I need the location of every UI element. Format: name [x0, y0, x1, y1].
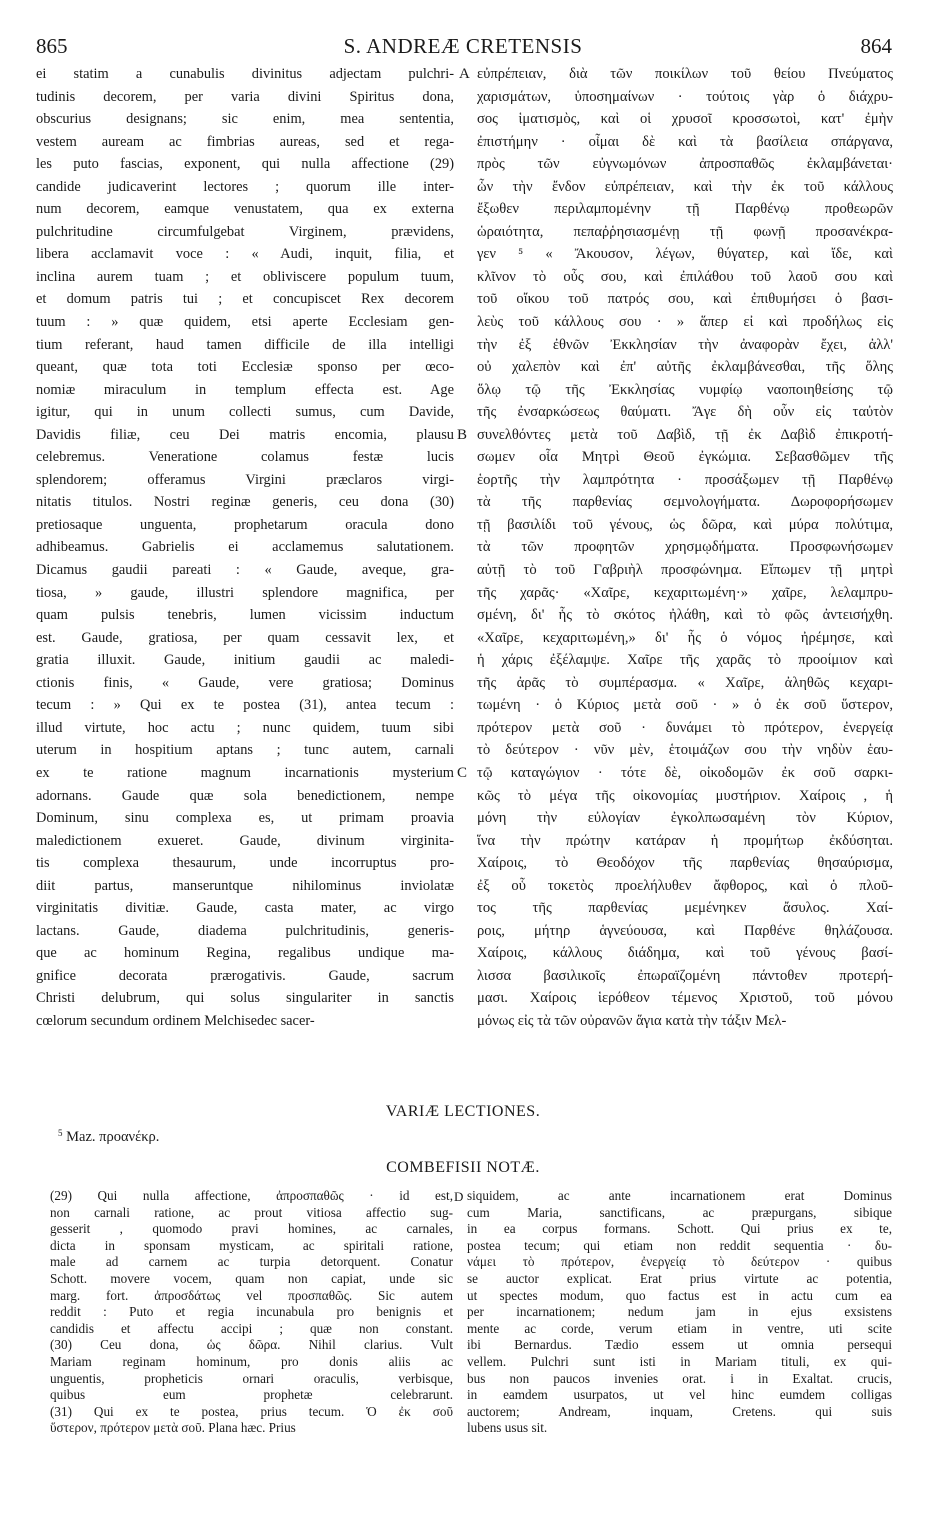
running-title: S. ANDREÆ CRETENSIS	[343, 34, 583, 58]
note-line: auctorem; Andream, inquam, Cretens. qui suis	[467, 1403, 892, 1419]
latin-text-line: Christi delubrum, qui solus singulariter in sanctis	[36, 990, 454, 1007]
latin-text-line: cœlorum secundum ordinem Melchisedec sacer-	[36, 1012, 315, 1029]
greek-text-line: εὐπρέπειαν, διὰ τῶν ποικίλων τοῦ θείου Πνεύματος	[477, 66, 893, 82]
note-line: in eamdem usurpatos, ut vel hinc eumdem colligas	[467, 1387, 892, 1403]
latin-text-line: Davidis filiæ, ceu Dei matris encomia, plausu	[36, 426, 454, 443]
latin-text-line: Dicamus gaudii pareati : « Gaude, aveque, gra-	[36, 562, 454, 579]
latin-text-column	[36, 63, 454, 1033]
note-line: unguentis, propheticis ornari oraculis, verbisque,	[50, 1370, 453, 1386]
note-line: bus non paucos invenies orat. i in Exaltat. crucis,	[467, 1370, 892, 1386]
latin-text-line: nitatis titulos. Nostri reginæ generis, ceu dona (30)	[36, 494, 454, 511]
note-line: Schott. movere vocem, quam non capiat, unde sic	[50, 1270, 453, 1286]
greek-text-line: τῆς ἐνσαρκώσεως θαύματι. Ἄγε δὴ οὖν εἰς ταὐτὸν	[477, 404, 893, 421]
latin-text-line: illud virtute, hoc actu ; nunc quidem, tuum sibi	[36, 719, 454, 736]
note-line: per incarnationem; nedum jam in ejus exsistens	[467, 1304, 892, 1320]
latin-text-line: et domum patris tui ; et concupiscet Rex decorem	[36, 291, 454, 308]
note-line: Mariam reginam hominum, pro donis aliis ac	[50, 1353, 453, 1369]
latin-text-line: adhibeamus. Gabrielis ei acclamemus salutationem.	[36, 539, 454, 556]
latin-text-line: nomiæ miraculum in templum effecta est. Age	[36, 381, 454, 398]
greek-text-line: τῆς χαρᾶς· «Χαῖρε, κεχαριτωμένη·» χαῖρε, λελαμπρυ-	[477, 584, 893, 601]
note-line: lubens usus sit.	[467, 1420, 548, 1436]
latin-text-line: ei statim a cunabulis divinitus adjectam pulchri-	[36, 66, 454, 82]
greek-text-line: ἐξ οὗ τοκετὸς προελήλυθεν ἄφθορος, καὶ ὁ πλοῦ-	[477, 877, 893, 894]
note-line: dicta in sponsam mysticam, ac spiritali ratione,	[50, 1237, 453, 1253]
latin-text-line: tecum : » Qui ex te postea (31), antea tecum :	[36, 697, 454, 714]
note-line: (30) Ceu dona, ὡς δῶρα. Nihil clarius. Vult	[50, 1337, 453, 1353]
greek-text-line: συνελθόντες μετὰ τοῦ Δαβὶδ, τῇ ἐκ Δαβὶδ ἐπικροτή-	[477, 426, 893, 443]
greek-text-line: ἵνα τὴν πρώτην κατάραν ἡ προμήτωρ ἐκδύσηται.	[477, 832, 893, 849]
latin-text-line: vestem auream ac fimbrias aureas, sed et rega-	[36, 133, 454, 150]
note-line: se auctor explicat. Erat prius virtute ac potentia,	[467, 1270, 892, 1286]
greek-text-line: τὰ τῶν προφητῶν χρησμῳδήματα. Προσφωνήσωμεν	[477, 539, 893, 556]
note-line: reddit : Puto et regia incunabula pro benignis et	[50, 1304, 453, 1320]
greek-text-line: αὐτῇ τὸ τοῦ Γαβριὴλ προσφώνημα. Εἴπωμεν τῇ μητρὶ	[477, 562, 893, 579]
note-line: cum Maria, sanctificans, ac præpurgans, sibique	[467, 1204, 892, 1220]
latin-text-line: libera acclamavit voce : « Audi, inquit, filia, et	[36, 246, 454, 263]
margin-letter-a: A	[459, 66, 470, 82]
greek-text-line: ἔξωθεν περιλαμπομένην τῇ Παρθένῳ προθεωρῶν	[477, 201, 893, 218]
greek-text-line: τὸ δεύτερον · νῦν μὲν, ἑτοιμάζων σου τὴν νηδὺν ἑαυ-	[477, 742, 893, 759]
notes-right-column	[467, 1188, 892, 1437]
greek-text-line: πρὸς τῶν εὐγνωμόνων ἀπροσπαθῶς ἐκλαμβάνεται·	[477, 156, 893, 173]
latin-text-line: adornans. Gaude quæ sola benedictionem, nempe	[36, 787, 454, 804]
note-line: gesserit , quomodo pravi homines, ac carnales,	[50, 1221, 453, 1237]
latin-text-line: quam pulsis tenebris, lumen vicissim inductum	[36, 607, 454, 624]
greek-text-line: τὰ τῆς παρθενίας σεμνολογήματα. Δωροφορήσωμεν	[477, 494, 893, 511]
latin-text-line: ex te ratione magnum incarnationis mysterium	[36, 764, 454, 781]
note-line: ut spectes modum, quo factus est in actu cum ea	[467, 1287, 892, 1303]
latin-text-line: splendorem; offeramus Virgini præclaros virgi-	[36, 471, 454, 488]
greek-text-line: ἑορτῆς τὴν λαμπρότητα · προσάξωμεν τῇ Παρθένῳ	[477, 471, 893, 488]
page-number-left: 865	[36, 34, 68, 58]
variae-lectiones-heading: VARIÆ LECTIONES.	[385, 1103, 541, 1120]
greek-text-line: τοῦ οἴκου τοῦ πατρός σου, καὶ ἐπιθυμήσει ὁ βασι-	[477, 291, 893, 308]
greek-text-line: μόνως εἰς τὰ τῶν οὐρανῶν ἅγια κατὰ τὴν τάξιν Μελ-	[477, 1012, 787, 1029]
greek-text-line: οὐ χαλεπὸν καὶ ἐπ' αὐτῆς ἐκλαμβάνεσθαι, τῆς ὅλης	[477, 359, 893, 376]
greek-text-line: τῷ καταγώγιον · τότε δὲ, οἰκοδομῶν ἐκ σοῦ σαρκι-	[477, 764, 893, 781]
note-line: quibus eum prophetæ celebrarunt.	[50, 1387, 453, 1403]
greek-text-line: σος ἱματισμὸς, καὶ οἱ χρυσοῖ κροσσωτοὶ, κατ' ἐμὴν	[477, 111, 893, 128]
latin-text-line: gnifice decorata prærogativis. Gaude, sacrum	[36, 967, 454, 984]
greek-text-line: τος τῆς παρθενίας μεμένηκεν ἄσυλος. Χαί-	[477, 900, 893, 917]
greek-text-line: μασι. Χαίροις ἱερόθεον τέμενος Χριστοῦ, τοῦ μόνου	[477, 990, 893, 1007]
notes-left-column	[50, 1188, 453, 1437]
latin-text-line: celebremus. Veneratione colamus festæ lucis	[36, 449, 454, 466]
latin-text-line: les puto fascias, exponent, qui nulla affectione (29)	[36, 156, 454, 173]
note-line: νάμει τὸ πρότερον, ἐνεργείᾳ τὸ δεύτερον · quibus	[467, 1254, 892, 1270]
variant-note-marker: 5	[58, 1128, 63, 1138]
greek-text-line: Χαίροις, τὸ Θεοδόχον τῆς παρθενίας θησαύρισμα,	[477, 855, 893, 872]
note-line: ibi Bernardus. Tædio essem ut omnia persequi	[467, 1337, 892, 1353]
latin-text-line: diit partus, manseruntque nihilominus inviolatæ	[36, 877, 454, 894]
note-line: in ea corpus formans. Schott. Qui prius ex te,	[467, 1221, 892, 1237]
greek-text-column	[477, 63, 893, 1033]
note-line: male ad carnem ac turpia detorquent. Conatur	[50, 1254, 453, 1270]
greek-text-line: λεὺς τοῦ κάλλους σου · » ἅπερ εἰ καὶ προδήλως εἰς	[477, 314, 893, 331]
latin-text-line: que ac hominum Regina, regalibus undique ma-	[36, 945, 454, 962]
greek-text-line: ὧν τὴν ἔνδον εὐπρέπειαν, καὶ τὴν ἐκ τοῦ κάλλους	[477, 178, 893, 195]
latin-text-line: pretiosaque unguenta, prophetarum oracula dono	[36, 516, 454, 533]
greek-text-line: κλῖνον τὸ οὖς σου, καὶ ἐπιλάθου τοῦ λαοῦ σου καὶ	[477, 268, 893, 285]
note-line: ὕστερον, πρότερον μετὰ σοῦ. Plana hæc. Prius	[50, 1420, 296, 1436]
greek-text-line: Χαίροις, κάλλους διάδημα, καὶ τοῦ γένους βασί-	[477, 945, 893, 962]
note-line: non carnali ratione, ac prout vitiosa affectio sug-	[50, 1204, 453, 1220]
greek-text-line: ὅλῳ τῷ τῆς Ἐκκλησίας νυμφίῳ ναοποιηθείσης τῷ	[477, 381, 893, 398]
note-line: (31) Qui ex te postea, prius tecum. Ὁ ἐκ σοῦ	[50, 1403, 453, 1419]
greek-text-line: ἡ χάρις ἐξέλαμψε. Χαῖρε τῆς χαρᾶς τὸ προοίμιον καὶ	[477, 652, 893, 669]
greek-text-line: ὡραιότητα, πεπαῤῥησιασμένῃ τῇ φωνῇ προσανέκρα-	[477, 223, 893, 240]
page-number-right: 864	[860, 34, 892, 58]
greek-text-line: τωμένη · ὁ Κύριος μετὰ σοῦ · » ὁ ἐκ σοῦ ὕστερον,	[477, 697, 893, 714]
latin-text-line: obscurius designans; sic enim, mea sententia,	[36, 111, 454, 128]
greek-text-line: κῶς τὸ μέγα τῆς οἰκονομίας μυστήριον. Χαίροις , ἡ	[477, 787, 893, 804]
greek-text-line: ροις, μήτηρ ἁγνεύουσα, καὶ Παρθένε θηλάζουσα.	[477, 922, 893, 939]
latin-text-line: candide judicaverint lectores ; quorum ille inter-	[36, 178, 454, 195]
greek-text-line: τῆς ἀρᾶς τὸ συμπέρασμα. « Χαῖρε, ἀληθῶς κεχαρι-	[477, 674, 893, 691]
greek-text-line: γεν ⁵ « Ἄκουσον, λέγων, θύγατερ, καὶ ἴδε, καὶ	[477, 246, 893, 263]
variant-note-text: Maz. προανέκρ.	[66, 1129, 160, 1145]
latin-text-line: tis complexa thesaurum, unde incorruptus pro-	[36, 855, 454, 872]
margin-letter-b: B	[457, 427, 468, 443]
latin-text-line: igitur, qui in unum collecti sumus, cum Davide,	[36, 404, 454, 421]
latin-text-line: pulchritudine circumfulgebat Virginem, prævidens,	[36, 223, 454, 240]
latin-text-line: gratia illuxit. Gaude, initium gaudii ac maledi-	[36, 652, 454, 669]
greek-text-line: χαρισμάτων, ὑποσημαίνων · τούτοις γὰρ ὁ διάχρυ-	[477, 88, 893, 105]
latin-text-line: inclina aurem tuam ; et obliviscere populum tuum,	[36, 268, 454, 285]
latin-text-line: maledictionem exueret. Gaude, divinum virginita-	[36, 832, 454, 849]
note-line: mente ac corde, verum etiam in ventre, uti scite	[467, 1320, 892, 1336]
latin-text-line: Dominum, sinu complexa es, ut primam proavia	[36, 810, 454, 827]
greek-text-line: τὴν ἐξ ἐθνῶν Ἐκκλησίαν τὴν ἀναφορὰν ἔχει, ἀλλ'	[477, 336, 893, 353]
latin-text-line: queant, quæ tota toti Ecclesiæ sponso per œco-	[36, 359, 454, 376]
greek-text-line: τῇ βασιλίδι τοῦ γένους, ὡς δῶρα, καὶ μύρα πολύτιμα,	[477, 516, 893, 533]
note-line: siquidem, ac ante incarnationem erat Dominus	[467, 1188, 892, 1203]
latin-text-line: virginitatis divitiæ. Gaude, casta mater, ac virgo	[36, 900, 454, 917]
note-line: postea tecum; qui etiam non reddit sequentia · δυ-	[467, 1237, 892, 1253]
greek-text-line: σωμεν οἷα Μητρὶ Θεοῦ ἐγκώμια. Σεβασθῶμεν τῆς	[477, 449, 893, 466]
latin-text-line: ctionis finis, « Gaude, vere gratiosa; Dominus	[36, 674, 454, 691]
greek-text-line: «Χαῖρε, κεχαριτωμένη,» δι' ἧς ὁ νόμος ἠρέμησε, καὶ	[477, 629, 893, 646]
greek-text-line: λισσα βασιλικοῖς ἐπωραϊζομένη πάντοθεν προτερή-	[477, 967, 893, 984]
note-line: marg. fort. ἀπροσδάτως vel προσπαθῶς. Sic autem	[50, 1287, 453, 1303]
note-line: vellem. Pulchri sunt isti in Mariam tituli, ex qui-	[467, 1353, 892, 1369]
latin-text-line: tudinis decorem, per varia divini Spiritus dona,	[36, 88, 454, 105]
variant-note	[58, 1128, 159, 1146]
note-line: (29) Qui nulla affectione, ἀπροσπαθῶς · id est,	[50, 1188, 453, 1203]
latin-text-line: tium referant, haud tamen difficile de illa intelligi	[36, 336, 454, 353]
latin-text-line: tuum : » quæ quidem, etsi aperte Ecclesiam gen-	[36, 314, 454, 331]
greek-text-line: πρότερον μετὰ σοῦ · δυνάμει τὸ πρότερον, ἐνεργείᾳ	[477, 719, 893, 736]
latin-text-line: lactans. Gaude, diadema pulchritudinis, generis-	[36, 922, 454, 939]
greek-text-line: σμένη, δι' ἧς τὸ σκότος ἠλάθη, καὶ τὸ φῶς ἀντεισήχθη.	[477, 607, 893, 624]
latin-text-line: num decorem, eamque venustatem, qua ex externa	[36, 201, 454, 218]
greek-text-line: μόνη τὴν εὐλογίαν ἐγκολπωσαμένη τὸν Κύριον,	[477, 810, 893, 827]
greek-text-line: ἐπιστήμην · οἶμαι δὲ καὶ τὰ βασίλεια σπάργανα,	[477, 133, 893, 150]
latin-text-line: uterum in hospitium aptans ; tunc autem, carnali	[36, 742, 454, 759]
note-line: candidis et affectu accipi ; quæ non constant.	[50, 1320, 453, 1336]
margin-letter-d: D	[454, 1189, 464, 1204]
margin-letter-c: C	[457, 765, 468, 781]
latin-text-line: est. Gaude, gratiosa, per quam cessavit lex, et	[36, 629, 454, 646]
combefisii-notae-heading: COMBEFISII NOTÆ.	[386, 1159, 540, 1176]
latin-text-line: tiosa, » gaude, illustri splendore magnifica, per	[36, 584, 454, 601]
